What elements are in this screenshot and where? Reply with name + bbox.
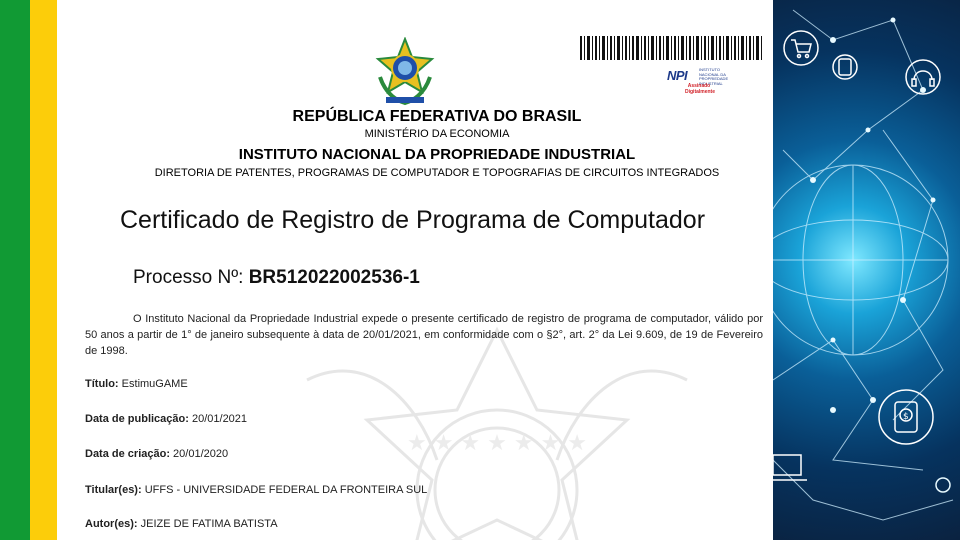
certificate-document <box>57 0 773 540</box>
field-title-value: EstimuGAME <box>121 378 188 390</box>
brazil-coat-of-arms-icon <box>372 37 438 107</box>
inpi-logo <box>667 68 737 98</box>
field-creation-date <box>85 448 228 460</box>
directorate-title: DIRETORIA DE PATENTES, PROGRAMAS DE COMPUTADOR E TOPOGRAFIAS DE CIRCUITOS INTEGRADOS <box>154 167 720 179</box>
mobile-chat-icon <box>833 55 857 79</box>
field-publication-date-label: Data de publicação: <box>85 413 189 425</box>
inpi-logo-small-text: INSTITUTO NACIONAL DA PROPRIEDADE INDUSTRIAL <box>699 67 729 86</box>
field-holders <box>85 484 427 496</box>
svg-text:$: $ <box>903 412 909 422</box>
cart-icon <box>784 31 818 65</box>
field-authors-label: Autor(es): <box>85 518 138 530</box>
republic-title: REPÚBLICA FEDERATIVA DO BRASIL <box>292 108 582 125</box>
inpi-logo-mark: NPI <box>667 68 688 83</box>
field-creation-date-label: Data de criação: <box>85 448 170 460</box>
field-authors-value: JEIZE DE FATIMA BATISTA <box>140 518 278 530</box>
barcode-icon <box>580 36 762 60</box>
certificate-title: Certificado de Registro de Programa de Computador <box>120 206 706 234</box>
institute-title: INSTITUTO NACIONAL DA PROPRIEDADE INDUSTRIAL <box>238 146 636 163</box>
technology-panel <box>773 0 960 540</box>
green-stripe <box>0 0 30 540</box>
laptop-icon <box>773 455 807 480</box>
network-globe-graphic <box>773 0 960 540</box>
field-holders-label: Titular(es): <box>85 484 142 496</box>
field-authors <box>85 518 278 530</box>
process-number: BR512022002536-1 <box>248 267 420 288</box>
process-line <box>133 267 420 289</box>
process-label: Processo Nº: <box>133 267 244 288</box>
field-title-label: Título: <box>85 378 119 390</box>
field-title <box>85 378 188 390</box>
dollar-tablet-icon <box>879 390 933 444</box>
field-holders-value: UFFS - UNIVERSIDADE FEDERAL DA FRONTEIRA SUL <box>144 484 428 496</box>
certificate-body: O Instituto Nacional da Propriedade Industrial expede o presente certificado de registro de programa de computador, válido por 50 anos a partir de 1° de janeiro subsequente à data de 20/01/2021, em conformidade com o §2°, art. 2° da Lei 9.609, de 19 de Fevereiro de 1998. <box>85 313 763 357</box>
field-creation-date-value: 20/01/2020 <box>173 448 229 460</box>
yellow-stripe <box>30 0 57 540</box>
svg-text:★ ★ ★ ★ ★ ★ ★: ★ ★ ★ ★ ★ ★ ★ <box>407 431 588 456</box>
ministry-title: MINISTÉRIO DA ECONOMIA <box>364 128 510 140</box>
field-publication-date-value: 20/01/2021 <box>191 413 248 425</box>
field-publication-date <box>85 413 247 425</box>
digitally-signed-label: Assinado Digitalmente <box>685 83 716 95</box>
